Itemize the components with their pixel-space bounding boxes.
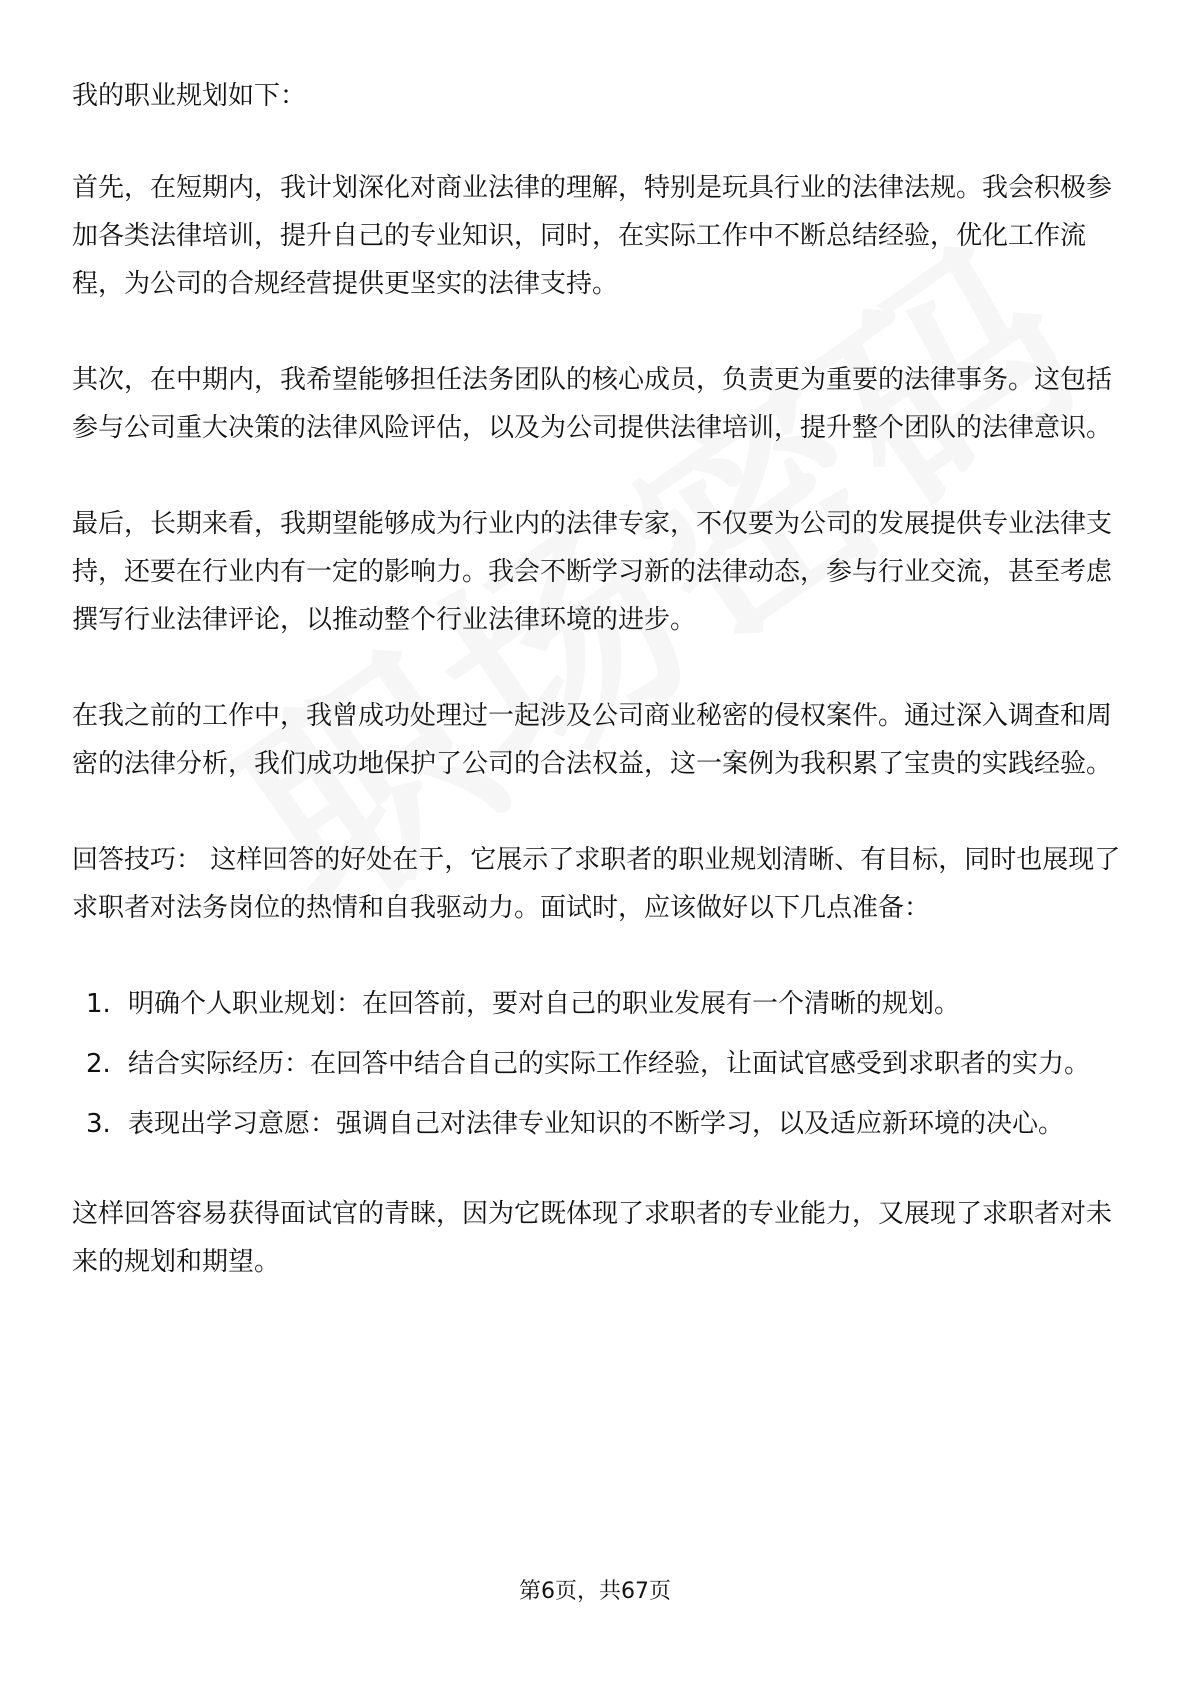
document-body: [72, 72, 1122, 1334]
experience-paragraph: 在我之前的工作中，我曾成功处理过一起涉及公司商业秘密的侵权案件。通过深入调查和周密的法律分析，我们成功地保护了公司的合法权益，这一案例为我积累了宝贵的实践经验。: [72, 701, 1113, 779]
intro-paragraph: 我的职业规划如下：: [72, 81, 307, 111]
page-number: 第6页，共67页: [519, 1579, 671, 1604]
list-number: 1.: [86, 989, 111, 1019]
list-item-text: 明确个人职业规划：在回答前，要对自己的职业发展有一个清晰的规划。: [128, 989, 961, 1019]
list-item-text: 表现出学习意愿：强调自己对法律专业知识的不断学习，以及适应新环境的决心。: [128, 1109, 1065, 1139]
short-term-paragraph: 首先，在短期内，我计划深化对商业法律的理解，特别是玩具行业的法律法规。我会积极参加各类法律培训，提升自己的专业知识，同时，在实际工作中不断总结经验，优化工作流程，为公司的合规经营提供更坚实的法律支持。: [72, 173, 1113, 299]
conclusion-paragraph: 这样回答容易获得面试官的青睐，因为它既体现了求职者的专业能力，又展现了求职者对未来的规划和期望。: [72, 1199, 1113, 1277]
list-number: 2.: [86, 1049, 111, 1079]
tips-list: [72, 980, 1122, 1148]
long-term-paragraph: 最后，长期来看，我期望能够成为行业内的法律专家，不仅要为公司的发展提供专业法律支持，还要在行业内有一定的影响力。我会不断学习新的法律动态，参与行业交流，甚至考虑撰写行业法律评论，以推动整个行业法律环境的进步。: [72, 509, 1113, 635]
mid-term-paragraph: 其次，在中期内，我希望能够担任法务团队的核心成员，负责更为重要的法律事务。这包括参与公司重大决策的法律风险评估，以及为公司提供法律培训，提升整个团队的法律意识。: [72, 365, 1113, 443]
list-item: [72, 1100, 1122, 1148]
list-item: [72, 1040, 1122, 1088]
list-number: 3.: [86, 1109, 111, 1139]
list-item: [72, 980, 1122, 1028]
list-item-text: 结合实际经历：在回答中结合自己的实际工作经验，让面试官感受到求职者的实力。: [128, 1049, 1091, 1079]
tips-intro-paragraph: 回答技巧： 这样回答的好处在于，它展示了求职者的职业规划清晰、有目标，同时也展现了求职者对法务岗位的热情和自我驱动力。面试时，应该做好以下几点准备：: [72, 845, 1121, 923]
